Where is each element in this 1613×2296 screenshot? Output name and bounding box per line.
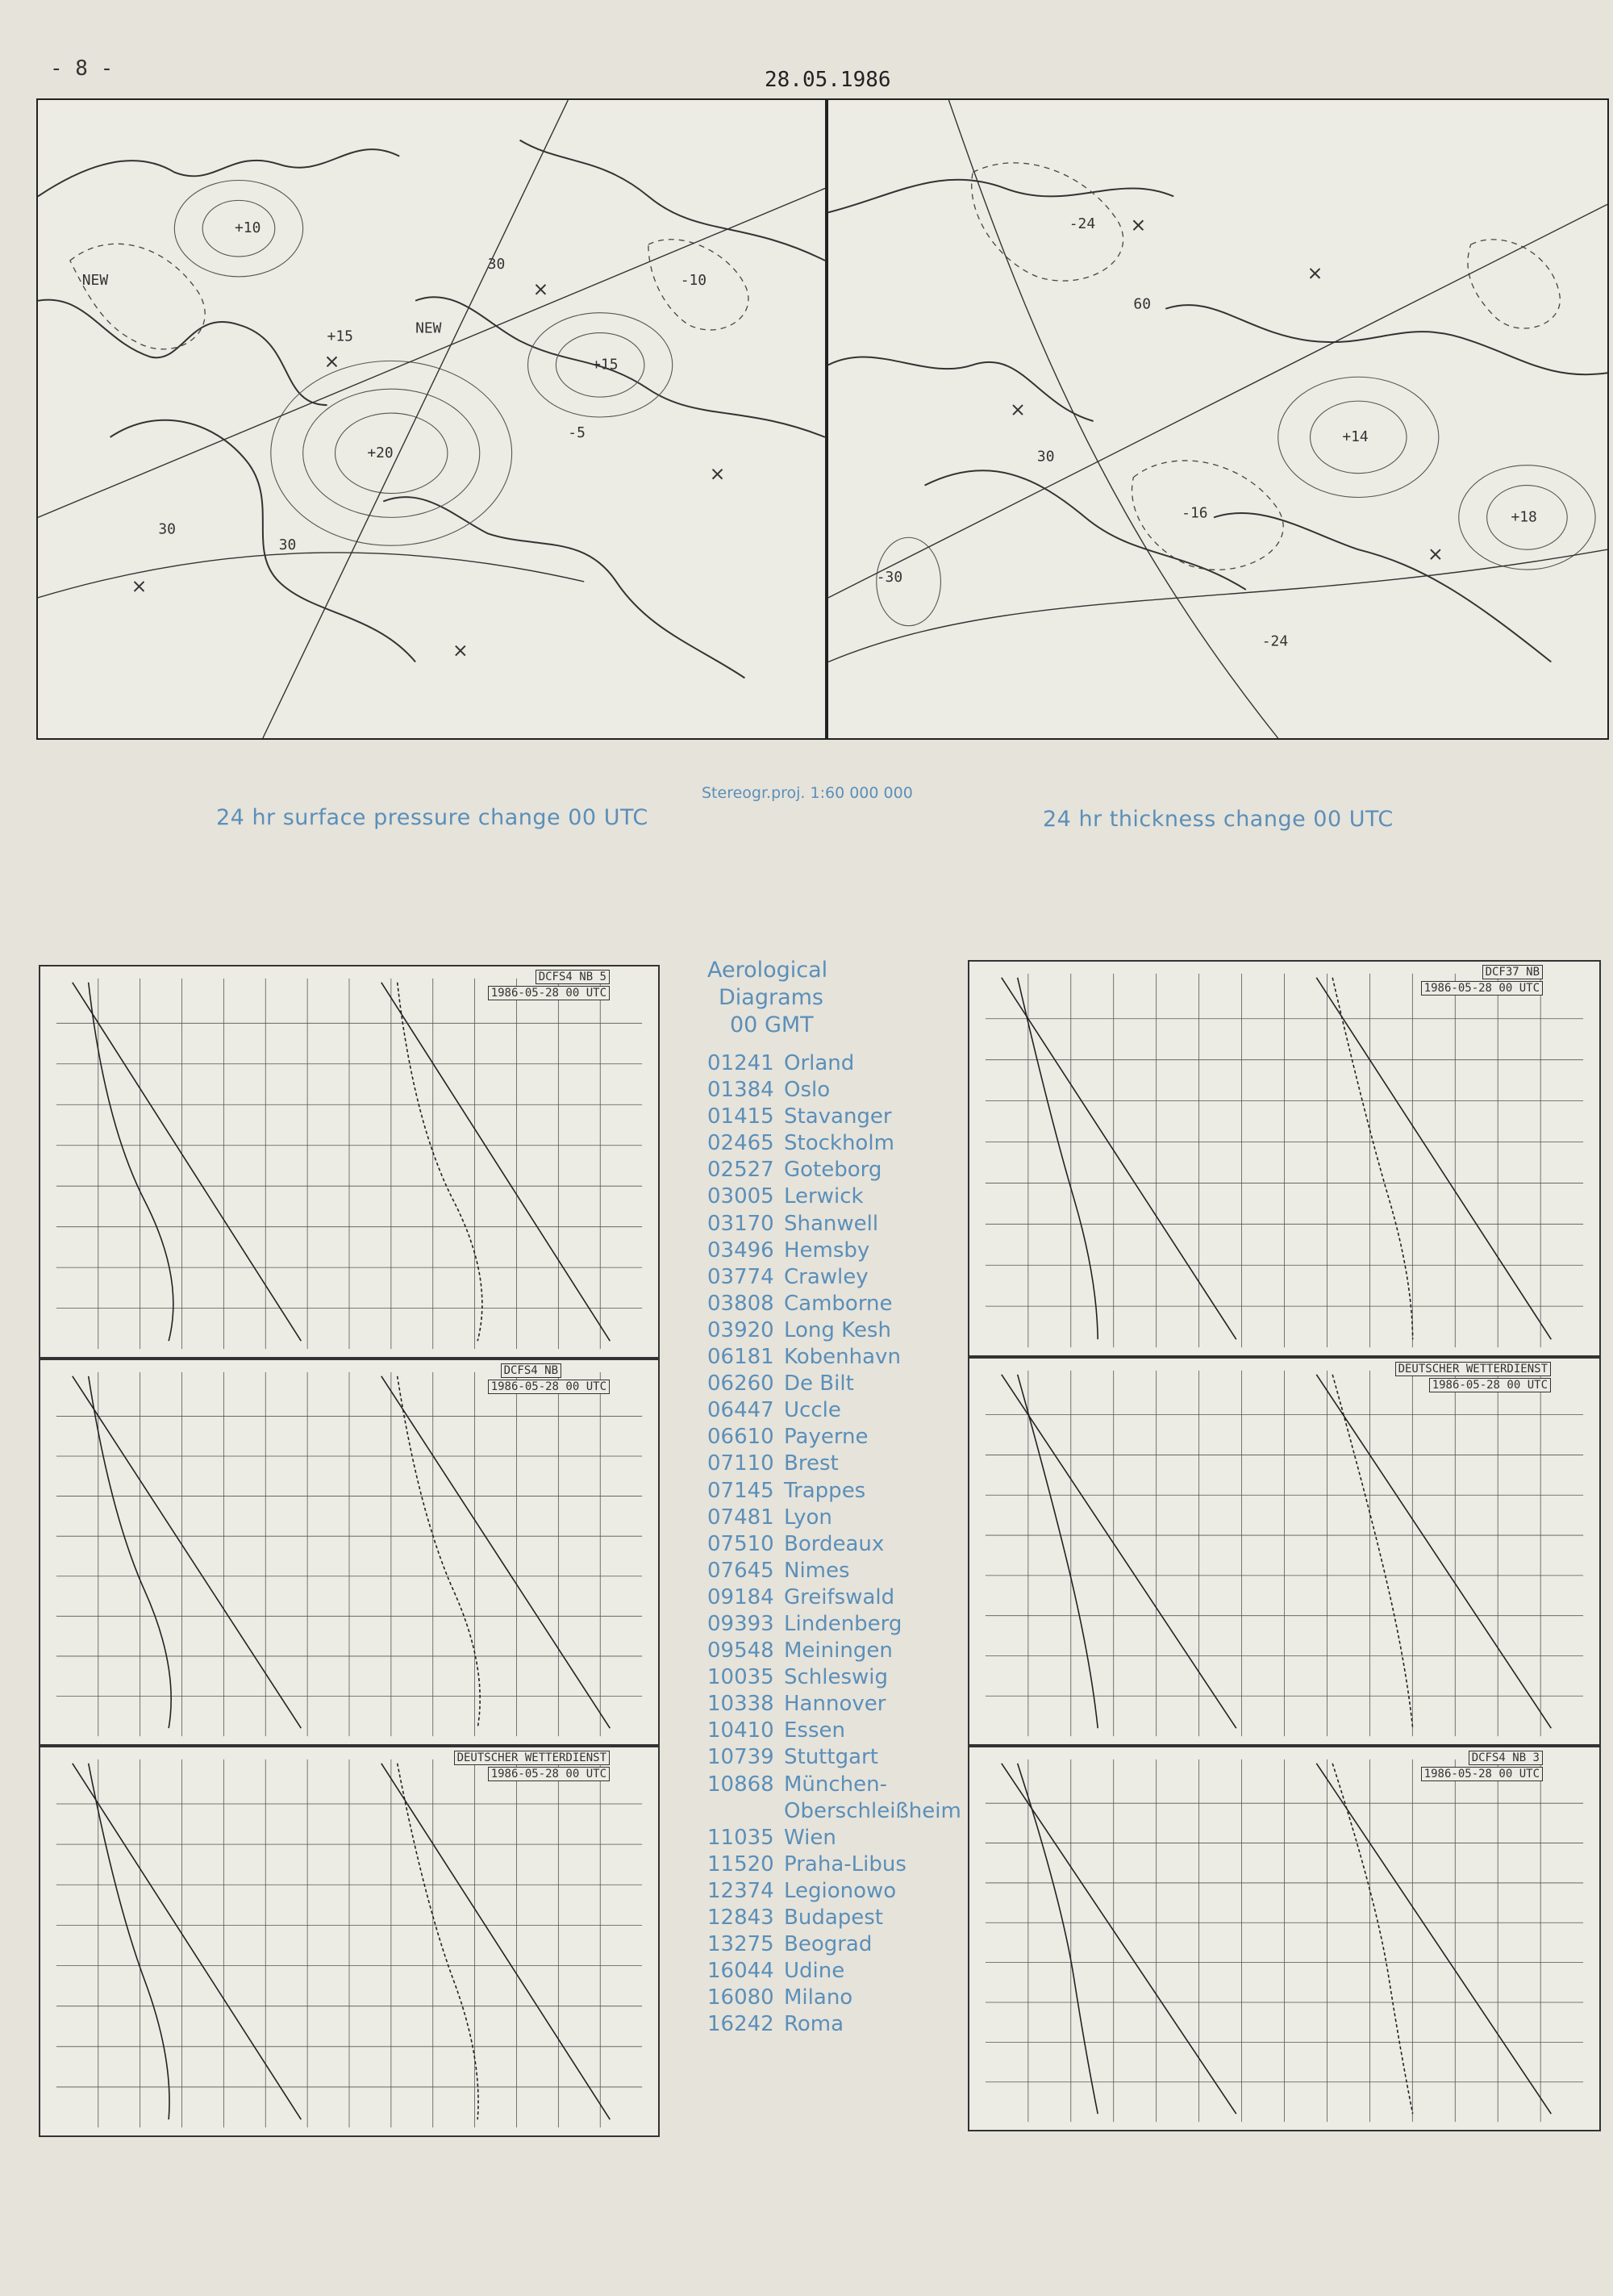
diagram-header: DCFS4 NB [501,1363,561,1378]
station-row [707,1931,965,1958]
svg-text:-24: -24 [1069,215,1096,233]
station-name: Oberschleißheim [784,1798,961,1823]
station-row [707,1584,965,1611]
station-id: 11035 [707,1825,774,1850]
svg-text:+18: +18 [1511,508,1537,526]
station-name: Kobenhavn [784,1345,901,1370]
station-id: 10035 [707,1665,774,1690]
station-name: Crawley [784,1264,869,1289]
station-id: 10868 [707,1772,774,1797]
station-name: Legionowo [784,1878,897,1903]
svg-text:+20: +20 [367,444,394,461]
station-row [707,1451,965,1477]
station-id: 12843 [707,1906,774,1930]
station-id: 06181 [707,1345,774,1370]
aerological-diagram-right-bottom [968,1746,1601,2131]
station-name: Long Kesh [784,1317,891,1342]
station-id: 07510 [707,1531,774,1556]
station-row [707,1772,965,1798]
station-name: Camborne [784,1291,893,1316]
station-row [707,1077,965,1104]
station-name: Greifswald [784,1584,895,1609]
station-name: Stavanger [784,1104,892,1129]
diagram-header: DCF37 NB [1482,965,1543,979]
station-row [707,1371,965,1397]
diagram-date: 1986-05-28 00 UTC [1421,981,1543,996]
station-row [707,2011,965,2038]
station-row [707,1878,965,1905]
station-row [707,1050,965,1077]
station-name: Hemsby [784,1238,870,1263]
station-id: 12374 [707,1878,774,1903]
station-name: Trappes [784,1478,866,1503]
station-id: 03808 [707,1291,774,1316]
station-row [707,1344,965,1371]
station-name: Nimes [784,1558,850,1583]
diagram-date: 1986-05-28 00 UTC [488,1767,610,1781]
diagram-date: 1986-05-28 00 UTC [1421,1767,1543,1781]
station-row [707,1664,965,1691]
legend-title: Aerological [707,958,828,983]
station-id: 09548 [707,1639,774,1664]
station-name: Oslo [784,1078,831,1103]
station-id: 03005 [707,1184,774,1209]
station-id: 07481 [707,1505,774,1530]
svg-text:-16: -16 [1182,504,1208,522]
station-name: Udine [784,1959,845,1984]
diagram-grid [40,1360,658,1744]
station-row [707,1531,965,1558]
diagram-grid [969,1747,1599,2130]
station-id: 02465 [707,1131,774,1156]
station-id: 01415 [707,1104,774,1129]
station-name: Essen [784,1718,845,1743]
station-row [707,1638,965,1664]
station-row [707,1851,965,1878]
station-name: Orland [784,1051,855,1075]
station-id: 09393 [707,1611,774,1636]
svg-text:-5: -5 [568,424,586,441]
diagram-header: DEUTSCHER WETTERDIENST [454,1751,610,1765]
thickness-change-map [827,98,1609,740]
station-name: Uccle [784,1398,841,1423]
station-name: Milano [784,1985,853,2010]
station-name: Hannover [784,1692,886,1717]
page-date: 28.05.1986 [765,68,891,92]
station-id: 10338 [707,1692,774,1717]
station-row [707,1264,965,1291]
station-id: 02527 [707,1158,774,1183]
svg-text:30: 30 [278,536,297,554]
station-id: 03170 [707,1211,774,1236]
station-row [707,1104,965,1130]
surface-pressure-change-map [36,98,827,740]
station-name: Roma [784,2012,844,2037]
svg-text:NEW: NEW [415,319,442,337]
station-id: 10410 [707,1718,774,1743]
station-id: 09184 [707,1584,774,1609]
diagram-header: DEUTSCHER WETTERDIENST [1395,1362,1551,1376]
station-name: Brest [784,1451,839,1476]
page-number: - 8 - [50,56,114,81]
station-name: Stockholm [784,1131,894,1156]
station-row [707,1905,965,1931]
station-row [707,1238,965,1264]
station-row [707,1130,965,1157]
station-id [707,1798,784,1825]
svg-text:NEW: NEW [81,271,109,289]
station-row [707,1798,965,1825]
svg-text:+15: +15 [592,356,619,374]
station-row [707,1183,965,1210]
station-name: Praha-Libus [784,1851,907,1876]
station-id: 10739 [707,1745,774,1770]
station-id: 13275 [707,1932,774,1957]
station-id: 01241 [707,1051,774,1075]
diagram-grid [969,1359,1599,1744]
station-row [707,1317,965,1344]
station-row [707,1157,965,1183]
svg-text:+15: +15 [327,328,353,345]
station-name: Lyon [784,1505,832,1530]
station-row [707,1211,965,1238]
station-name: De Bilt [784,1371,854,1396]
station-row [707,1478,965,1505]
station-row [707,1744,965,1771]
station-name: Goteborg [784,1158,882,1183]
left-map-caption: 24 hr surface pressure change 00 UTC [216,805,648,830]
svg-text:+10: +10 [235,219,261,237]
station-name: Meiningen [784,1639,893,1664]
legend-subtitle: Diagrams [719,985,823,1010]
station-name: Lindenberg [784,1611,902,1636]
station-row [707,1397,965,1424]
station-name: Payerne [784,1425,869,1450]
station-row [707,1691,965,1718]
map-drawing [38,100,825,738]
svg-text:30: 30 [158,520,176,538]
right-map-caption: 24 hr thickness change 00 UTC [1043,807,1394,832]
station-row [707,1291,965,1317]
station-id: 03774 [707,1264,774,1289]
station-row [707,1558,965,1584]
station-name: Shanwell [784,1211,879,1236]
station-name: München- [784,1772,888,1797]
station-id: 06260 [707,1371,774,1396]
svg-text:30: 30 [1036,448,1055,465]
station-id: 03920 [707,1317,774,1342]
diagram-header: DCFS4 NB 3 [1469,1751,1543,1765]
aerological-diagram-right-top [968,960,1601,1357]
svg-text:+14: +14 [1342,428,1369,445]
station-name: Lerwick [784,1184,864,1209]
station-list [707,1050,965,2038]
station-name: Schleswig [784,1665,889,1690]
diagram-date: 1986-05-28 00 UTC [488,1380,610,1394]
aerological-legend [707,957,965,2038]
station-row [707,1611,965,1638]
station-id: 06447 [707,1398,774,1423]
station-id: 07645 [707,1558,774,1583]
svg-text:30: 30 [487,255,506,273]
station-row [707,1985,965,2011]
map-drawing [828,100,1607,738]
station-name: Beograd [784,1932,873,1957]
svg-text:-10: -10 [680,271,707,289]
station-id: 06610 [707,1425,774,1450]
station-name: Wien [784,1825,836,1850]
station-row [707,1718,965,1744]
station-row [707,1424,965,1451]
station-id: 07145 [707,1478,774,1503]
aerological-diagram-left-top [39,965,660,1359]
station-id: 01384 [707,1078,774,1103]
projection-note: Stereogr.proj. 1:60 000 000 [702,784,913,802]
station-id: 16044 [707,1959,774,1984]
svg-text:-30: -30 [876,568,903,586]
station-id: 11520 [707,1851,774,1876]
station-id: 03496 [707,1238,774,1263]
station-row [707,1505,965,1531]
station-name: Stuttgart [784,1745,878,1770]
aerological-diagram-left-middle [39,1359,660,1746]
diagram-grid [40,1747,658,2135]
diagram-grid [40,966,658,1357]
station-id: 07110 [707,1451,774,1476]
station-row [707,1825,965,1851]
station-id: 16242 [707,2012,774,2037]
diagram-date: 1986-05-28 00 UTC [488,986,610,1000]
diagram-grid [969,962,1599,1355]
station-name: Bordeaux [784,1531,885,1556]
svg-text:-24: -24 [1261,632,1289,650]
legend-time: 00 GMT [730,1012,814,1037]
diagram-header: DCFS4 NB 5 [536,970,610,984]
station-id: 16080 [707,1985,774,2010]
diagram-date: 1986-05-28 00 UTC [1429,1378,1551,1392]
aerological-diagram-right-middle [968,1357,1601,1746]
svg-text:60: 60 [1133,295,1152,313]
aerological-diagram-left-bottom [39,1746,660,2137]
station-row [707,1958,965,1985]
station-name: Budapest [784,1906,883,1930]
